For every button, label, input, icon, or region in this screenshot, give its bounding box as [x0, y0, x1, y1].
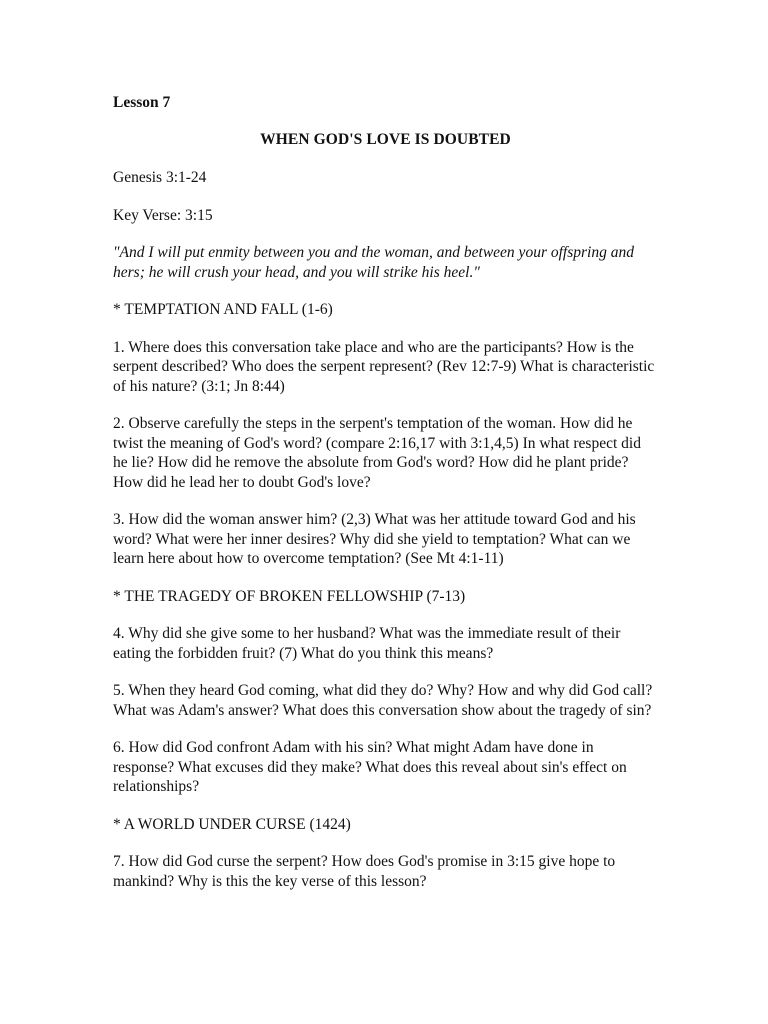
- section-heading-temptation: * TEMPTATION AND FALL (1-6): [113, 301, 333, 318]
- document-page: [113, 93, 658, 909]
- question-4: 4. Why did she give some to her husband? What was the immediate result of their eating the forbidden fruit? (7) What do you think this means?: [113, 625, 621, 662]
- key-verse-label: Key Verse: 3:15: [113, 206, 213, 224]
- lesson-label: Lesson 7: [113, 94, 171, 111]
- question-6: 6. How did God confront Adam with his sin? What might Adam have done in response? What excuses did they make? What does this reveal about sin's effect on relationships?: [113, 739, 627, 795]
- section-heading-world-under-curse: * A WORLD UNDER CURSE (1424): [113, 815, 351, 833]
- scripture-passage: Genesis 3:1-24: [113, 169, 207, 186]
- key-verse-text: "And I will put enmity between you and the woman, and between your offspring and hers; he will crush your head, and you will strike his heel.": [113, 244, 634, 281]
- question-5: 5. When they heard God coming, what did they do? Why? How and why did God call? What was Adam's answer? What does this conversation show about the tragedy of sin?: [113, 682, 653, 719]
- question-2: 2. Observe carefully the steps in the serpent's temptation of the woman. How did he twist the meaning of God's word? (compare 2:16,17 with 3:1,4,5) In what respect did he lie? How did he remove the absolute from God's word? How did he plant pride? How did he lead her to doubt God's love?: [113, 415, 641, 491]
- section-heading-broken-fellowship: * THE TRAGEDY OF BROKEN FELLOWSHIP (7-13): [113, 587, 466, 605]
- question-7: 7. How did God curse the serpent? How does God's promise in 3:15 give hope to mankind? Why is this the key verse of this lesson?: [113, 853, 616, 890]
- question-1: 1. Where does this conversation take place and who are the participants? How is the serpent described? Who does the serpent represent? (Rev 12:7-9) What is characteristic of his nature? (3:1; Jn 8:44): [113, 338, 655, 395]
- question-3: 3. How did the woman answer him? (2,3) What was her attitude toward God and his word? What were her inner desires? Why did she yield to temptation? What can we learn here about how to overcome temptation? (See Mt 4:1-11): [113, 511, 636, 567]
- lesson-title: WHEN GOD'S LOVE IS DOUBTED: [260, 130, 511, 148]
